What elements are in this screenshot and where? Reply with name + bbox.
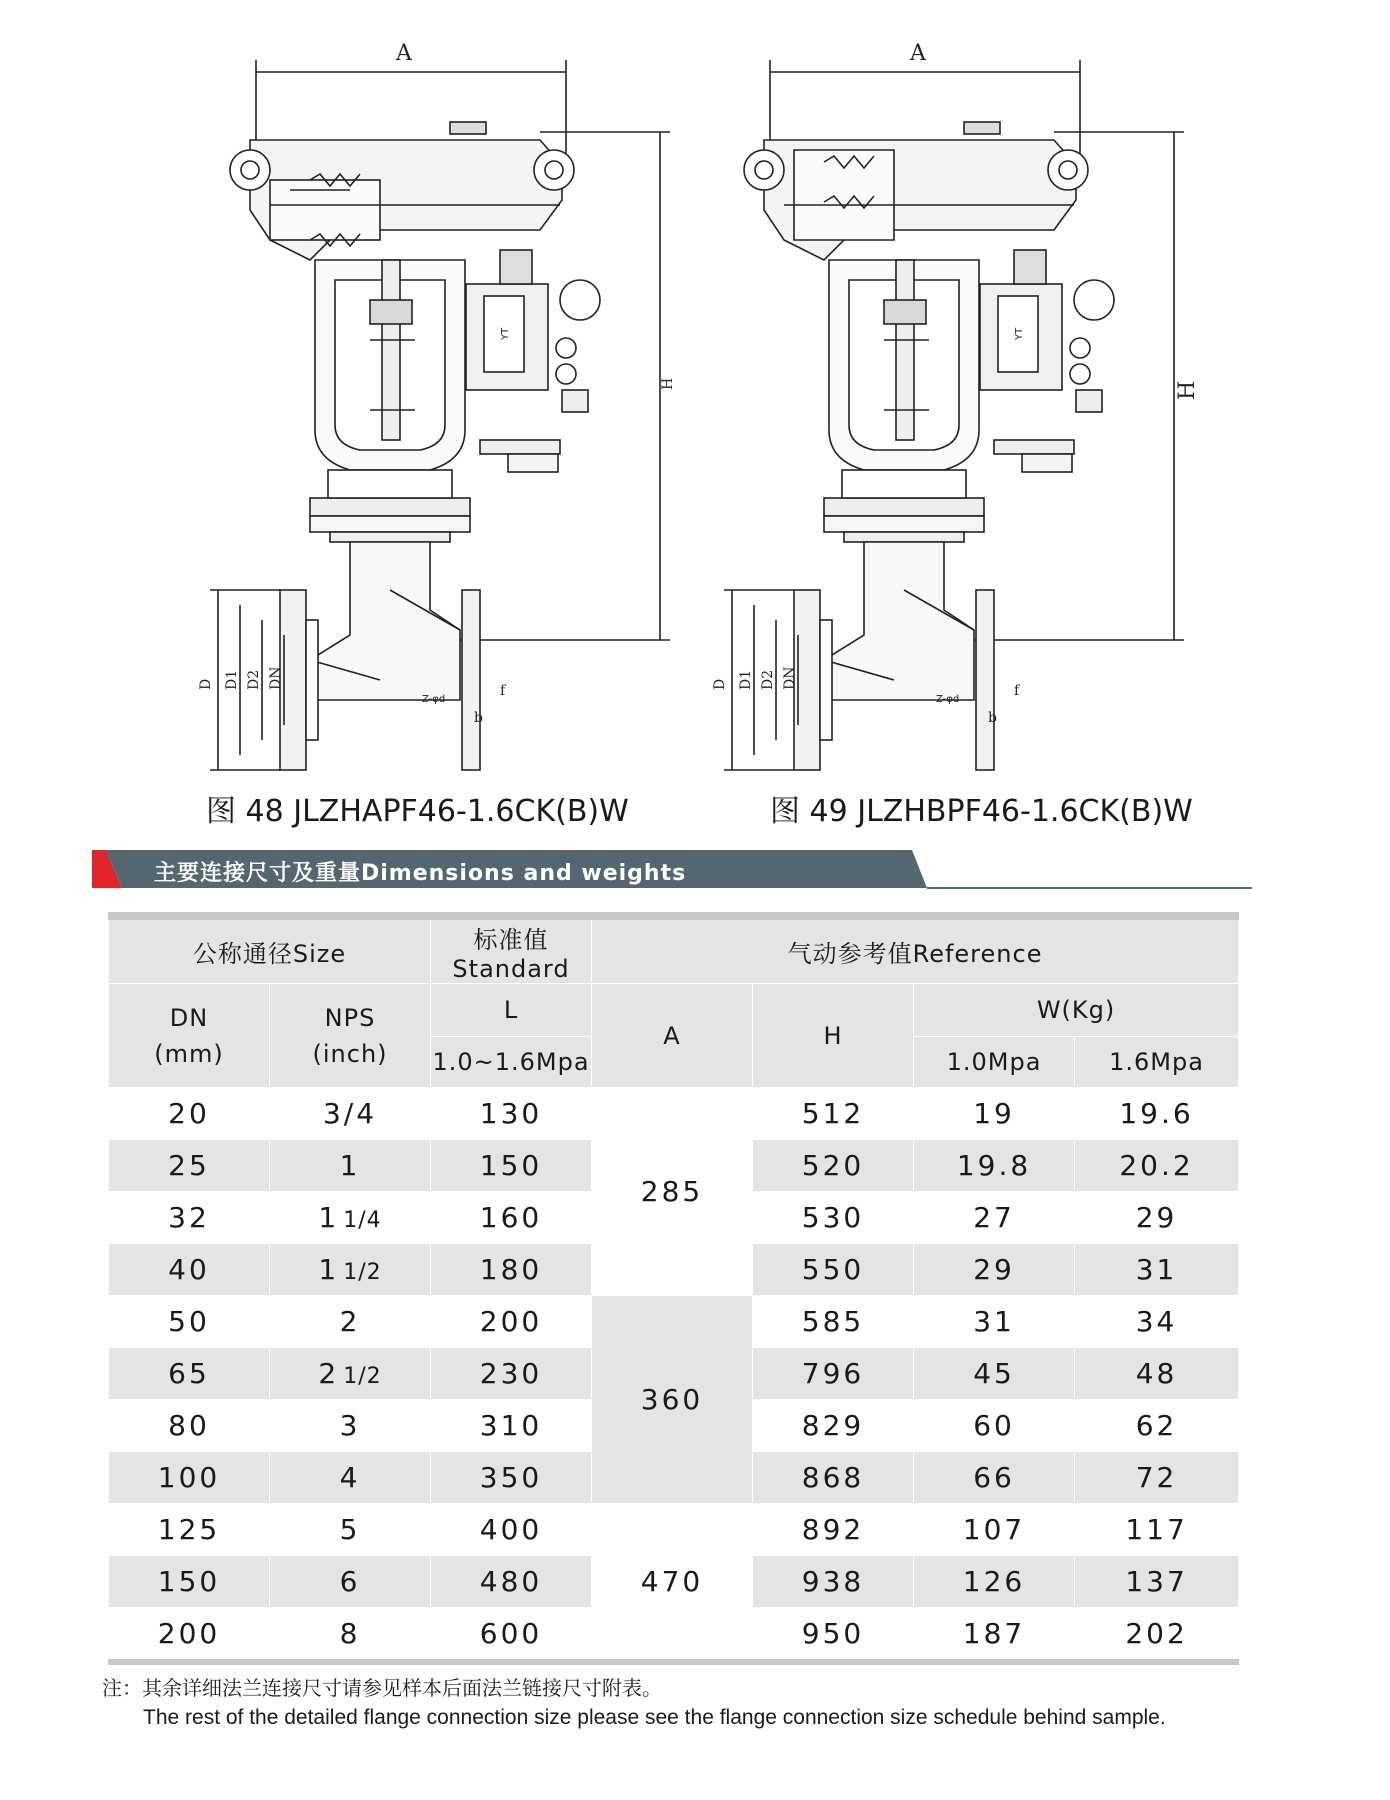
cell-dn: 100 xyxy=(109,1452,270,1504)
cell-w-1-0: 19.8 xyxy=(914,1140,1075,1192)
cell-l: 480 xyxy=(431,1556,592,1608)
dim-label-d2: D2 xyxy=(760,669,776,690)
cell-h: 892 xyxy=(753,1504,914,1556)
section-banner xyxy=(92,850,1252,892)
valve-drawing-right-svg xyxy=(712,30,1204,730)
cell-w-1-6: 20.2 xyxy=(1075,1140,1239,1192)
cell-l: 400 xyxy=(431,1504,592,1556)
figure-caption-right: 图 49 JLZHBPF46-1.6CK(B)W xyxy=(770,794,1193,829)
dim-label-dn: DN xyxy=(782,666,798,690)
cell-a: 285 xyxy=(592,1088,753,1296)
cell-nps xyxy=(270,1244,431,1296)
dim-label-f: f xyxy=(1014,683,1020,699)
cell-l: 200 xyxy=(431,1296,592,1348)
cell-nps xyxy=(270,1400,431,1452)
dim-label-b: b xyxy=(474,710,483,726)
nps-whole: 2 xyxy=(318,1357,340,1390)
valve-drawing-left-svg xyxy=(198,30,690,730)
dim-label-d: D xyxy=(712,678,728,690)
nps-whole: 3/4 xyxy=(322,1097,378,1130)
cell-l: 600 xyxy=(431,1608,592,1663)
cell-dn: 32 xyxy=(109,1192,270,1244)
cell-w-1-0: 60 xyxy=(914,1400,1075,1452)
cell-h: 520 xyxy=(753,1140,914,1192)
cell-l: 150 xyxy=(431,1140,592,1192)
cell-w-1-6: 29 xyxy=(1075,1192,1239,1244)
header-dn xyxy=(109,984,270,1088)
cell-l: 350 xyxy=(431,1452,592,1504)
cell-h: 868 xyxy=(753,1452,914,1504)
table-row xyxy=(109,1296,1239,1348)
cell-nps xyxy=(270,1088,431,1140)
header-w-1-6: 1.6Mpa xyxy=(1075,1037,1239,1088)
dimensions-table xyxy=(108,912,1239,1665)
cell-h: 829 xyxy=(753,1400,914,1452)
nps-whole: 2 xyxy=(339,1305,361,1338)
header-h: H xyxy=(753,984,914,1088)
cell-w-1-6: 72 xyxy=(1075,1452,1239,1504)
nps-whole: 3 xyxy=(339,1409,361,1442)
nps-whole: 8 xyxy=(339,1617,361,1650)
cell-w-1-0: 27 xyxy=(914,1192,1075,1244)
nps-fraction: 1/4 xyxy=(343,1208,382,1233)
cell-dn: 40 xyxy=(109,1244,270,1296)
dim-label-b: b xyxy=(988,710,997,726)
cell-w-1-6: 137 xyxy=(1075,1556,1239,1608)
cell-nps xyxy=(270,1452,431,1504)
nps-whole: 1 xyxy=(318,1253,340,1286)
dim-label-f: f xyxy=(500,683,506,699)
cell-nps xyxy=(270,1348,431,1400)
cell-w-1-0: 29 xyxy=(914,1244,1075,1296)
cell-nps xyxy=(270,1140,431,1192)
dim-label-dn: DN xyxy=(268,666,284,690)
cell-l: 130 xyxy=(431,1088,592,1140)
table-row xyxy=(109,1504,1239,1556)
header-nps xyxy=(270,984,431,1088)
cell-l: 180 xyxy=(431,1244,592,1296)
cell-dn: 25 xyxy=(109,1140,270,1192)
cell-dn: 50 xyxy=(109,1296,270,1348)
cell-w-1-0: 45 xyxy=(914,1348,1075,1400)
figure-caption-left: 图 48 JLZHAPF46-1.6CK(B)W xyxy=(206,794,629,829)
cell-h: 938 xyxy=(753,1556,914,1608)
nps-whole: 1 xyxy=(339,1149,361,1182)
header-dn-label: DN xyxy=(169,1003,209,1032)
cell-w-1-0: 187 xyxy=(914,1608,1075,1663)
cell-w-1-6: 48 xyxy=(1075,1348,1239,1400)
cell-a: 470 xyxy=(592,1504,753,1663)
nps-whole: 1 xyxy=(318,1201,340,1234)
dim-label-a: A xyxy=(910,41,926,66)
dim-label-d1: D1 xyxy=(224,669,240,690)
cell-h: 512 xyxy=(753,1088,914,1140)
dim-label-zd: Z-φd xyxy=(936,694,960,705)
cell-w-1-0: 66 xyxy=(914,1452,1075,1504)
cell-w-1-6: 19.6 xyxy=(1075,1088,1239,1140)
header-standard: 标准值Standard xyxy=(431,916,592,984)
positioner-label: YT xyxy=(1014,327,1025,340)
cell-dn: 150 xyxy=(109,1556,270,1608)
cell-dn: 20 xyxy=(109,1088,270,1140)
nps-fraction: 1/2 xyxy=(343,1260,382,1285)
cell-w-1-0: 31 xyxy=(914,1296,1075,1348)
cell-dn: 65 xyxy=(109,1348,270,1400)
dim-label-h: H xyxy=(1175,380,1200,400)
cell-dn: 80 xyxy=(109,1400,270,1452)
header-w-1-0: 1.0Mpa xyxy=(914,1037,1075,1088)
cell-w-1-6: 34 xyxy=(1075,1296,1239,1348)
cell-a: 360 xyxy=(592,1296,753,1504)
cell-w-1-6: 31 xyxy=(1075,1244,1239,1296)
header-nps-label: NPS xyxy=(324,1003,376,1032)
dim-label-a: A xyxy=(396,41,412,66)
positioner-label: YT xyxy=(500,327,511,340)
cell-h: 796 xyxy=(753,1348,914,1400)
header-size: 公称通径Size xyxy=(109,916,431,984)
dim-label-d2: D2 xyxy=(246,669,262,690)
cell-h: 530 xyxy=(753,1192,914,1244)
dim-label-h: H xyxy=(660,377,676,390)
cell-h: 585 xyxy=(753,1296,914,1348)
cell-w-1-6: 202 xyxy=(1075,1608,1239,1663)
header-nps-unit: (inch) xyxy=(312,1039,388,1068)
header-l: L xyxy=(431,984,592,1037)
cell-l: 230 xyxy=(431,1348,592,1400)
cell-w-1-0: 126 xyxy=(914,1556,1075,1608)
cell-nps xyxy=(270,1556,431,1608)
nps-whole: 6 xyxy=(339,1565,361,1598)
cell-w-1-0: 107 xyxy=(914,1504,1075,1556)
cell-l: 310 xyxy=(431,1400,592,1452)
table-row xyxy=(109,1088,1239,1140)
cell-dn: 125 xyxy=(109,1504,270,1556)
section-title: 主要连接尺寸及重量Dimensions and weights xyxy=(154,861,687,886)
cell-dn: 200 xyxy=(109,1608,270,1663)
header-reference: 气动参考值Reference xyxy=(592,916,1239,984)
note-english: The rest of the detailed flange connection size please see the flange connection size schedule behind sample. xyxy=(143,1706,1166,1729)
cell-nps xyxy=(270,1296,431,1348)
cell-nps xyxy=(270,1192,431,1244)
cell-w-1-6: 62 xyxy=(1075,1400,1239,1452)
cell-l: 160 xyxy=(431,1192,592,1244)
dim-label-d1: D1 xyxy=(738,669,754,690)
cell-nps xyxy=(270,1504,431,1556)
header-l-range: 1.0~1.6Mpa xyxy=(431,1037,592,1088)
nps-whole: 5 xyxy=(339,1513,361,1546)
note-chinese: 注：其余详细法兰连接尺寸请参见样本后面法兰链接尺寸附表。 xyxy=(102,1676,662,1700)
cell-nps xyxy=(270,1608,431,1663)
valve-drawing-right xyxy=(712,30,1204,730)
cell-h: 550 xyxy=(753,1244,914,1296)
header-a: A xyxy=(592,984,753,1088)
cell-w-1-6: 117 xyxy=(1075,1504,1239,1556)
nps-fraction: 1/2 xyxy=(343,1364,382,1389)
nps-whole: 4 xyxy=(339,1461,361,1494)
dim-label-d: D xyxy=(198,678,214,690)
cell-h: 950 xyxy=(753,1608,914,1663)
valve-drawing-left xyxy=(198,30,690,730)
cell-w-1-0: 19 xyxy=(914,1088,1075,1140)
header-dn-unit: (mm) xyxy=(154,1039,224,1068)
dim-label-zd: Z-φd xyxy=(422,694,446,705)
header-weight: W(Kg) xyxy=(914,984,1239,1037)
